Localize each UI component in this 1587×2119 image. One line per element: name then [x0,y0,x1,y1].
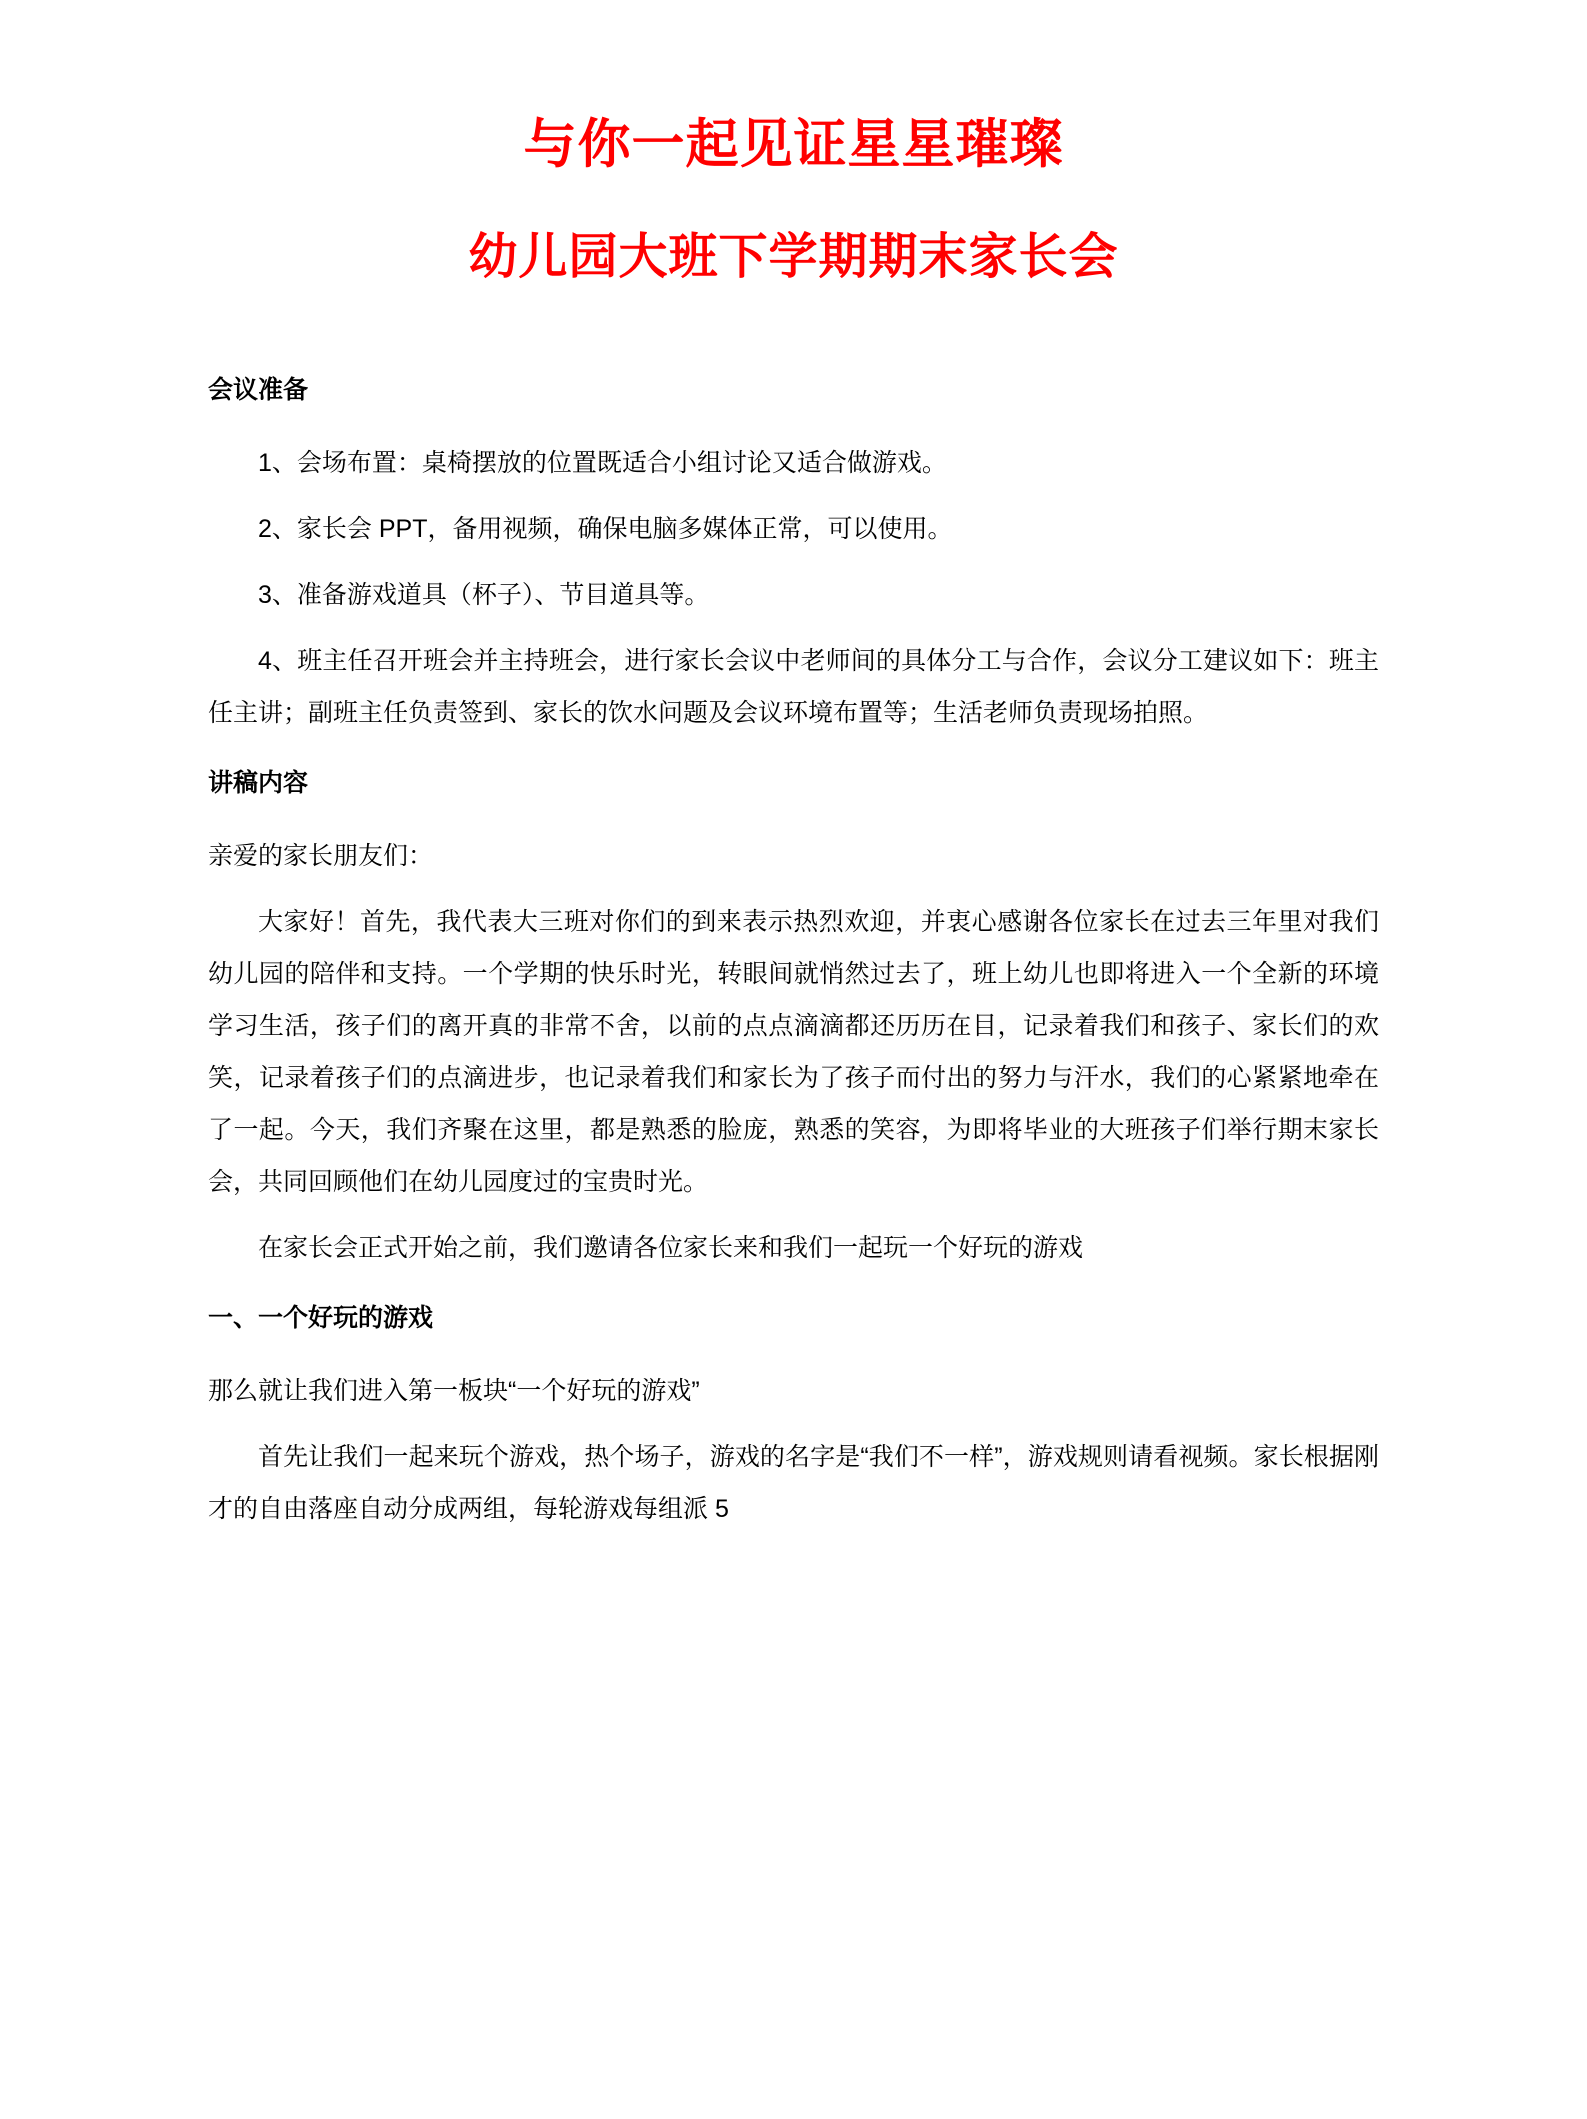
section-meeting-preparation [208,378,1379,739]
paragraph: 那么就让我们进入第一板块“一个好玩的游戏” [208,1377,700,1405]
page-title: 与你一起见证星星璀璨 [523,115,1064,174]
paragraph: 大家好！首先，我代表大三班对你们的到来表示热烈欢迎，并衷心感谢各位家长在过去三年里对我们幼儿园的陪伴和支持。一个学期的快乐时光，转眼间就悄然过去了，班上幼儿也即将进入一个全新的环境学习生活，孩子们的离开真的非常不舍，以前的点点滴滴都还历历在目，记录着我们和孩子、家长们的欢笑，记录着孩子们的点滴进步，也记录着我们和家长为了孩子而付出的努力与汗水，我们的心紧紧地牵在了一起。今天，我们齐聚在这里，都是熟悉的脸庞，熟悉的笑容，为即将毕业的大班孩子们举行期末家长会，共同回顾他们在幼儿园度过的宝贵时光。 [208,908,1379,1196]
list-item: 2、家长会 PPT，备用视频，确保电脑多媒体正常，可以使用。 [258,515,953,543]
section-heading-meeting-preparation: 会议准备 [208,376,309,404]
list-item: 4、班主任召开班会并主持班会，进行家长会议中老师间的具体分工与合作，会议分工建议如下：班主任主讲；副班主任负责签到、家长的饮水问题及会议环境布置等；生活老师负责现场拍照。 [208,647,1379,727]
paragraph: 首先让我们一起来玩个游戏，热个场子，游戏的名字是“我们不一样”，游戏规则请看视频。家长根据刚才的自由落座自动分成两组，每轮游戏每组派 5 [208,1443,1379,1523]
section-heading-speech-content: 讲稿内容 [208,769,309,797]
section-spacer [208,753,1379,771]
section-heading-fun-game: 一、一个好玩的游戏 [208,1304,434,1332]
page-subtitle: 幼儿园大班下学期期末家长会 [468,230,1119,284]
section-fun-game [208,1306,1379,1535]
list-item: 1、会场布置：桌椅摆放的位置既适合小组讨论又适合做游戏。 [258,449,947,477]
paragraph: 在家长会正式开始之前，我们邀请各位家长来和我们一起玩一个好玩的游戏 [258,1234,1084,1262]
list-item: 3、准备游戏道具（杯子）、节目道具等。 [258,581,710,609]
title-block [208,115,1379,284]
section-speech-content [208,771,1379,1274]
salutation: 亲爱的家长朋友们： [208,842,434,870]
